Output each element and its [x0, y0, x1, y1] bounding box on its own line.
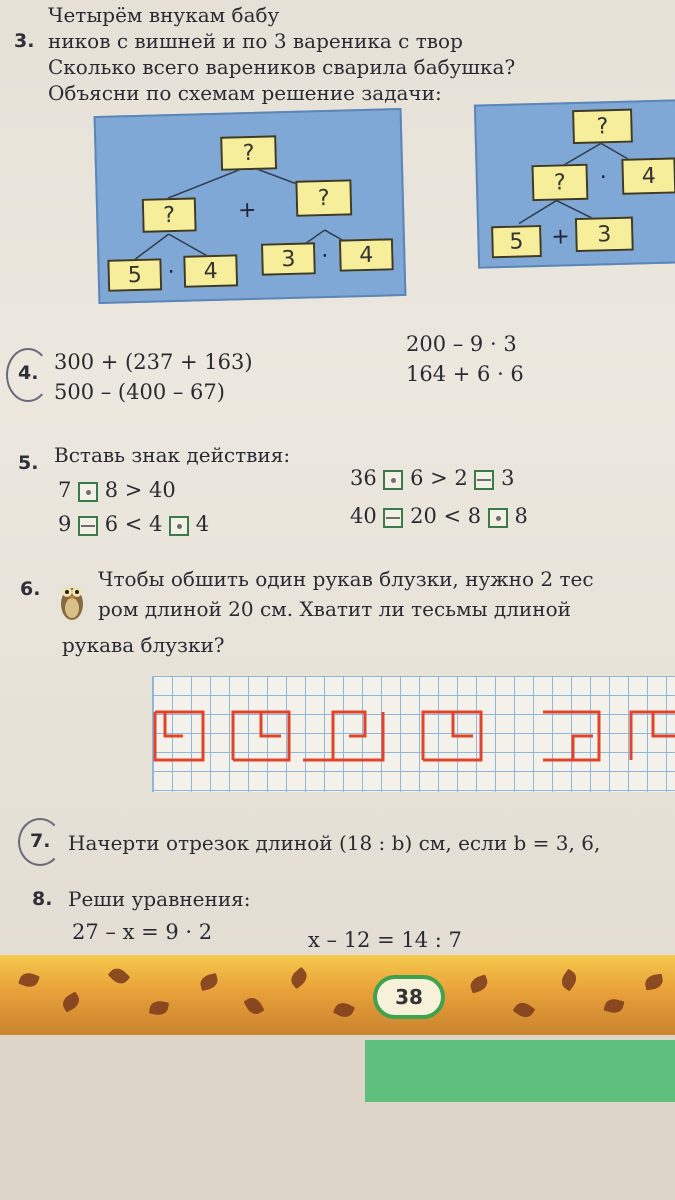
leaf-icon [60, 991, 83, 1012]
leaf-icon [333, 1000, 355, 1020]
leaf-icon [288, 967, 311, 989]
task6-number: 6. [20, 578, 41, 600]
task3-line1: Четырём внукам бабу [48, 3, 280, 27]
leaf-icon [149, 1000, 169, 1017]
sleeve-grid [152, 676, 675, 792]
scheme-1-box-4a: 4 [183, 254, 238, 287]
task5-l2-b: 6 < 4 [104, 512, 163, 536]
task6-line1: Чтобы обшить один рукав блузки, нужно 2 тес [98, 567, 594, 591]
scheme-1-plus: + [237, 197, 257, 224]
task6-line2: ром длиной 20 см. Хватит ли тесьмы длиной [98, 597, 571, 621]
task3-line4: Объясни по схемам решение задачи: [48, 81, 442, 105]
operator-blank[interactable] [474, 470, 494, 490]
scheme-1-mid-right-box: ? [295, 179, 352, 216]
leaf-icon [18, 970, 40, 989]
task3-number: 3. [14, 30, 35, 52]
task7-number: 7. [30, 830, 51, 852]
operator-blank[interactable] [383, 508, 403, 528]
task4-number: 4. [18, 362, 39, 384]
leaf-icon [558, 969, 580, 992]
task5-l1-left: 7 [58, 478, 72, 502]
scheme-2-box-3: 3 [575, 217, 634, 253]
scheme-2-box-5: 5 [491, 225, 542, 258]
task8-equation-1: 27 – x = 9 · 2 [72, 920, 213, 944]
task3-line2: ников с вишней и по 3 вареника с твор [48, 29, 463, 53]
scheme-1-top-box: ? [220, 135, 277, 170]
scheme-2 [474, 99, 675, 268]
task5-row-1 [58, 478, 176, 502]
scheme-2-top-box: ? [572, 109, 633, 145]
task5-row-3 [350, 466, 515, 490]
task5-r2-a: 40 [350, 504, 377, 528]
task6-line3: рукава блузки? [62, 633, 225, 657]
task8-number: 8. [32, 888, 53, 910]
scheme-1-box-4b: 4 [339, 238, 394, 271]
task5-l2-c: 4 [195, 512, 210, 536]
task7-text: Начерти отрезок длиной (18 : b) см, если b = 3, 6, [68, 831, 601, 855]
footer-band [0, 955, 675, 1035]
task4-expr-2: 500 – (400 – 67) [54, 380, 225, 404]
operator-blank[interactable] [78, 482, 98, 502]
task4-expr-4: 164 + 6 · 6 [406, 362, 524, 386]
owl-icon [58, 578, 86, 624]
task5-r2-b: 20 < 8 [410, 504, 482, 528]
task5-l1-right: 8 > 40 [104, 478, 176, 502]
task5-l2-a: 9 [58, 512, 72, 536]
scheme-1-dot-2: · [321, 243, 329, 270]
leaf-icon [108, 965, 131, 988]
task3-line3: Сколько всего вареников сварила бабушка? [48, 55, 516, 79]
task4-expr-3: 200 – 9 · 3 [406, 332, 517, 356]
scheme-1-box-5: 5 [107, 258, 162, 291]
scheme-2-box-4: 4 [621, 157, 675, 194]
leaf-icon [513, 999, 536, 1021]
scheme-1 [94, 108, 407, 304]
scheme-1-box-3: 3 [261, 242, 316, 275]
task5-r1-a: 36 [350, 466, 377, 490]
scheme-2-plus: + [551, 224, 571, 250]
task5-number: 5. [18, 452, 39, 474]
scheme-2-dot: · [599, 165, 608, 191]
braid-pattern [153, 676, 675, 792]
green-block [365, 1040, 675, 1102]
leaf-icon [644, 974, 664, 991]
task4-expr-1: 300 + (237 + 163) [54, 350, 253, 374]
task5-r1-b: 6 > 2 [410, 466, 468, 490]
scheme-1-mid-left-box: ? [142, 197, 197, 232]
leaf-icon [243, 995, 264, 1018]
operator-blank[interactable] [169, 516, 189, 536]
task5-r2-c: 8 [514, 504, 528, 528]
task5-title: Вставь знак действия: [54, 443, 291, 467]
scheme-1-dot-1: · [167, 259, 176, 286]
task5-row-2 [58, 512, 209, 536]
task5-r1-c: 3 [501, 466, 515, 490]
operator-blank[interactable] [383, 470, 403, 490]
leaf-icon [198, 973, 219, 991]
scheme-2-mid-box: ? [531, 164, 588, 201]
operator-blank[interactable] [488, 508, 508, 528]
page-number-badge: 38 [373, 975, 445, 1019]
leaf-icon [603, 997, 624, 1015]
leaf-icon [468, 974, 490, 993]
operator-blank[interactable] [78, 516, 98, 536]
task8-title: Реши уравнения: [68, 887, 251, 911]
task8-equation-2: x – 12 = 14 : 7 [308, 928, 462, 952]
task5-row-4 [350, 504, 528, 528]
